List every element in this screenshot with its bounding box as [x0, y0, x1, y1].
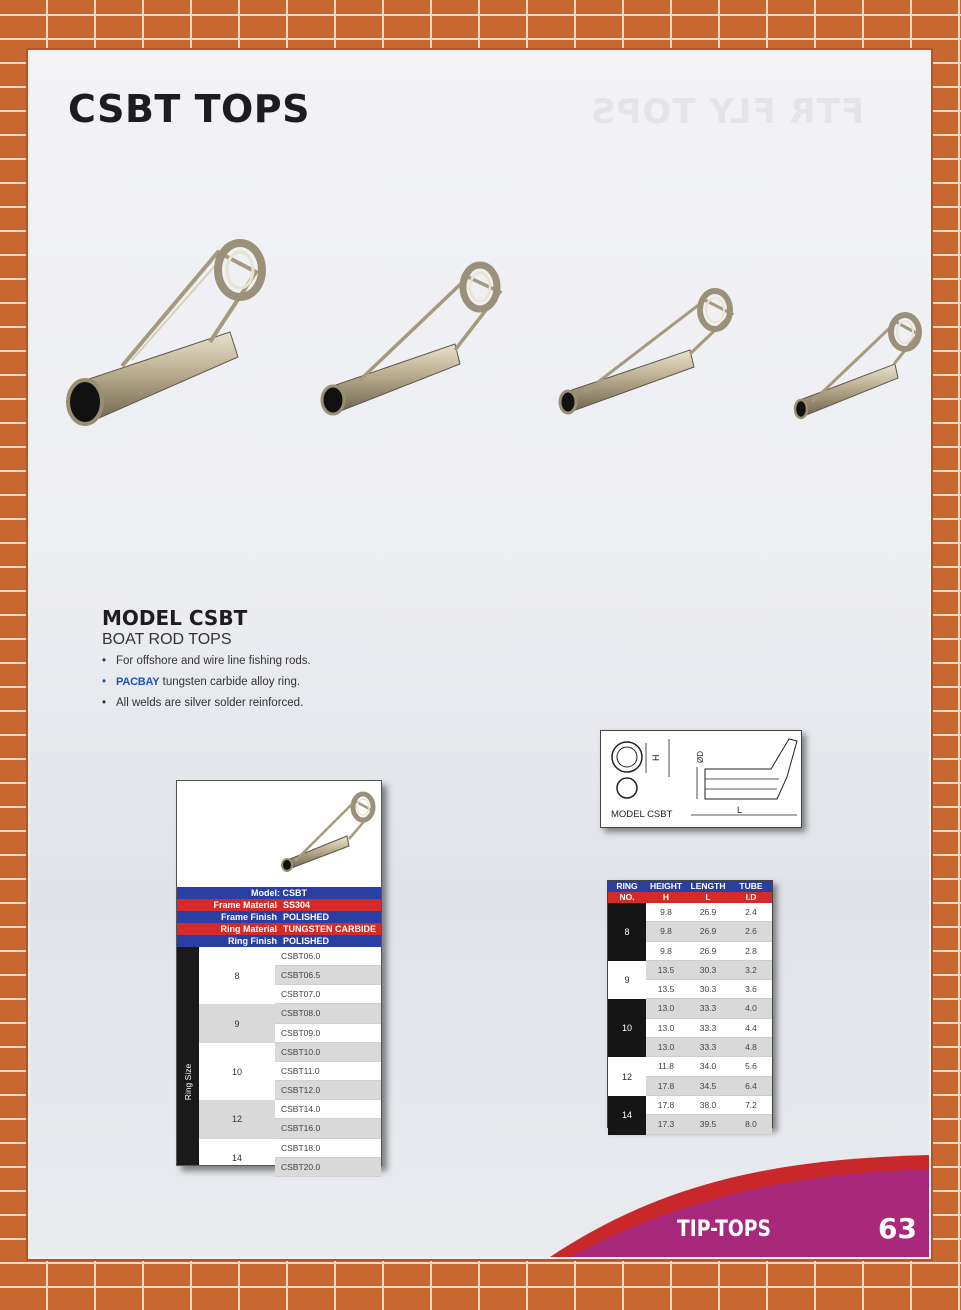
brand-logo: PACBAY — [116, 676, 160, 688]
model-description — [102, 606, 311, 718]
page-number: 63 — [878, 1212, 917, 1245]
ring-size-table — [177, 947, 381, 1172]
spec-card-image — [177, 781, 381, 887]
diagram-label-h: H — [651, 754, 661, 761]
table-row: 11.8 34.0 5.6 — [646, 1057, 772, 1076]
table-header-row: RING HEIGHT LENGTH TUBE — [608, 881, 772, 892]
dimension-table — [607, 880, 773, 1128]
spec-row: Ring Finish POLISHED — [177, 935, 381, 947]
model-code: CSBT09.0 — [275, 1024, 381, 1043]
ring-group: 10 CSBT10.0 CSBT11.0 CSBT12.0 — [199, 1043, 381, 1100]
ring-group: 8 CSBT06.0 CSBT06.5 CSBT07.0 — [199, 947, 381, 1004]
ring-group: 8 9.8 26.9 2.4 9.8 26.9 2.6 9.8 26.9 2.8 — [608, 903, 772, 961]
ring-size-side-label: Ring Size — [177, 947, 199, 1165]
feature-item: • All welds are silver solder reinforced. — [102, 697, 304, 709]
table-row: 9.8 26.9 2.8 — [646, 942, 772, 961]
model-code: CSBT08.0 — [275, 1004, 381, 1023]
model-code: CSBT11.0 — [275, 1062, 381, 1081]
footer-band — [30, 1147, 929, 1257]
ring-group: 9 CSBT08.0 CSBT09.0 — [199, 1004, 381, 1042]
ring-group: 9 13.5 30.3 3.2 13.5 30.3 3.6 — [608, 961, 772, 1000]
ring-group: 12 11.8 34.0 5.6 17.8 34.5 6.4 — [608, 1057, 772, 1096]
model-subtitle: BOAT ROD TOPS — [102, 631, 232, 648]
ghost-title: FTR FLY TOPS — [590, 92, 864, 132]
tip-top-thumbnail — [177, 781, 381, 887]
spec-model-header: Model: CSBT — [177, 887, 381, 899]
page-title: CSBT TOPS — [68, 87, 311, 131]
model-code: CSBT10.0 — [275, 1043, 381, 1062]
ring-group: 14 17.8 38.0 7.2 17.3 39.5 8.0 — [608, 1096, 772, 1135]
model-code: CSBT18.0 — [275, 1139, 381, 1158]
table-row: 17.8 38.0 7.2 — [646, 1096, 772, 1115]
model-code: CSBT20.0 — [275, 1158, 381, 1177]
dimension-diagram — [600, 730, 802, 828]
feature-item: • For offshore and wire line fishing rods. — [102, 655, 311, 667]
table-row: 13.0 33.3 4.0 — [646, 999, 772, 1018]
ring-group: 14 CSBT18.0 CSBT20.0 — [199, 1139, 381, 1177]
tip-top-medium — [322, 265, 500, 414]
ring-group: 12 CSBT14.0 CSBT16.0 — [199, 1100, 381, 1138]
table-row: 17.3 39.5 8.0 — [646, 1115, 772, 1134]
tip-top-xsmall — [795, 315, 919, 418]
feature-item: • PACBAY tungsten carbide alloy ring. — [102, 676, 301, 688]
model-code: CSBT12.0 — [275, 1081, 381, 1100]
ring-group: 10 13.0 33.3 4.0 13.0 33.3 4.4 13.0 33.3 4.8 — [608, 999, 772, 1057]
model-code: CSBT07.0 — [275, 985, 381, 1004]
model-code: CSBT16.0 — [275, 1119, 381, 1138]
model-code: CSBT06.0 — [275, 947, 381, 966]
model-code: CSBT14.0 — [275, 1100, 381, 1119]
table-row: 13.5 30.3 3.6 — [646, 980, 772, 999]
feature-list — [102, 655, 311, 709]
spec-row: Frame Finish POLISHED — [177, 911, 381, 923]
spec-row: Ring Material TUNGSTEN CARBIDE — [177, 923, 381, 935]
product-images — [60, 232, 929, 472]
model-name: MODEL CSBT — [102, 606, 248, 630]
table-row: 13.5 30.3 3.2 — [646, 961, 772, 980]
diagram-label-d: ØD — [696, 751, 705, 763]
table-row: 17.8 34.5 6.4 — [646, 1077, 772, 1096]
tip-top-large — [68, 243, 262, 424]
model-code: CSBT06.5 — [275, 966, 381, 985]
spec-row: Frame Material SS304 — [177, 899, 381, 911]
catalog-page — [30, 52, 929, 1257]
diagram-model-label: MODEL CSBT — [611, 809, 673, 820]
table-row: 9.8 26.9 2.4 — [646, 903, 772, 922]
table-row: 9.8 26.9 2.6 — [646, 922, 772, 941]
diagram-label-l: L — [737, 805, 743, 815]
table-row: 13.0 33.3 4.4 — [646, 1019, 772, 1038]
tip-top-small — [560, 291, 732, 413]
spec-card — [176, 780, 382, 1172]
section-label: TIP-TOPS — [677, 1217, 771, 1242]
table-row: 13.0 33.3 4.8 — [646, 1038, 772, 1057]
table-header-row: NO. H L I.D — [608, 892, 772, 903]
